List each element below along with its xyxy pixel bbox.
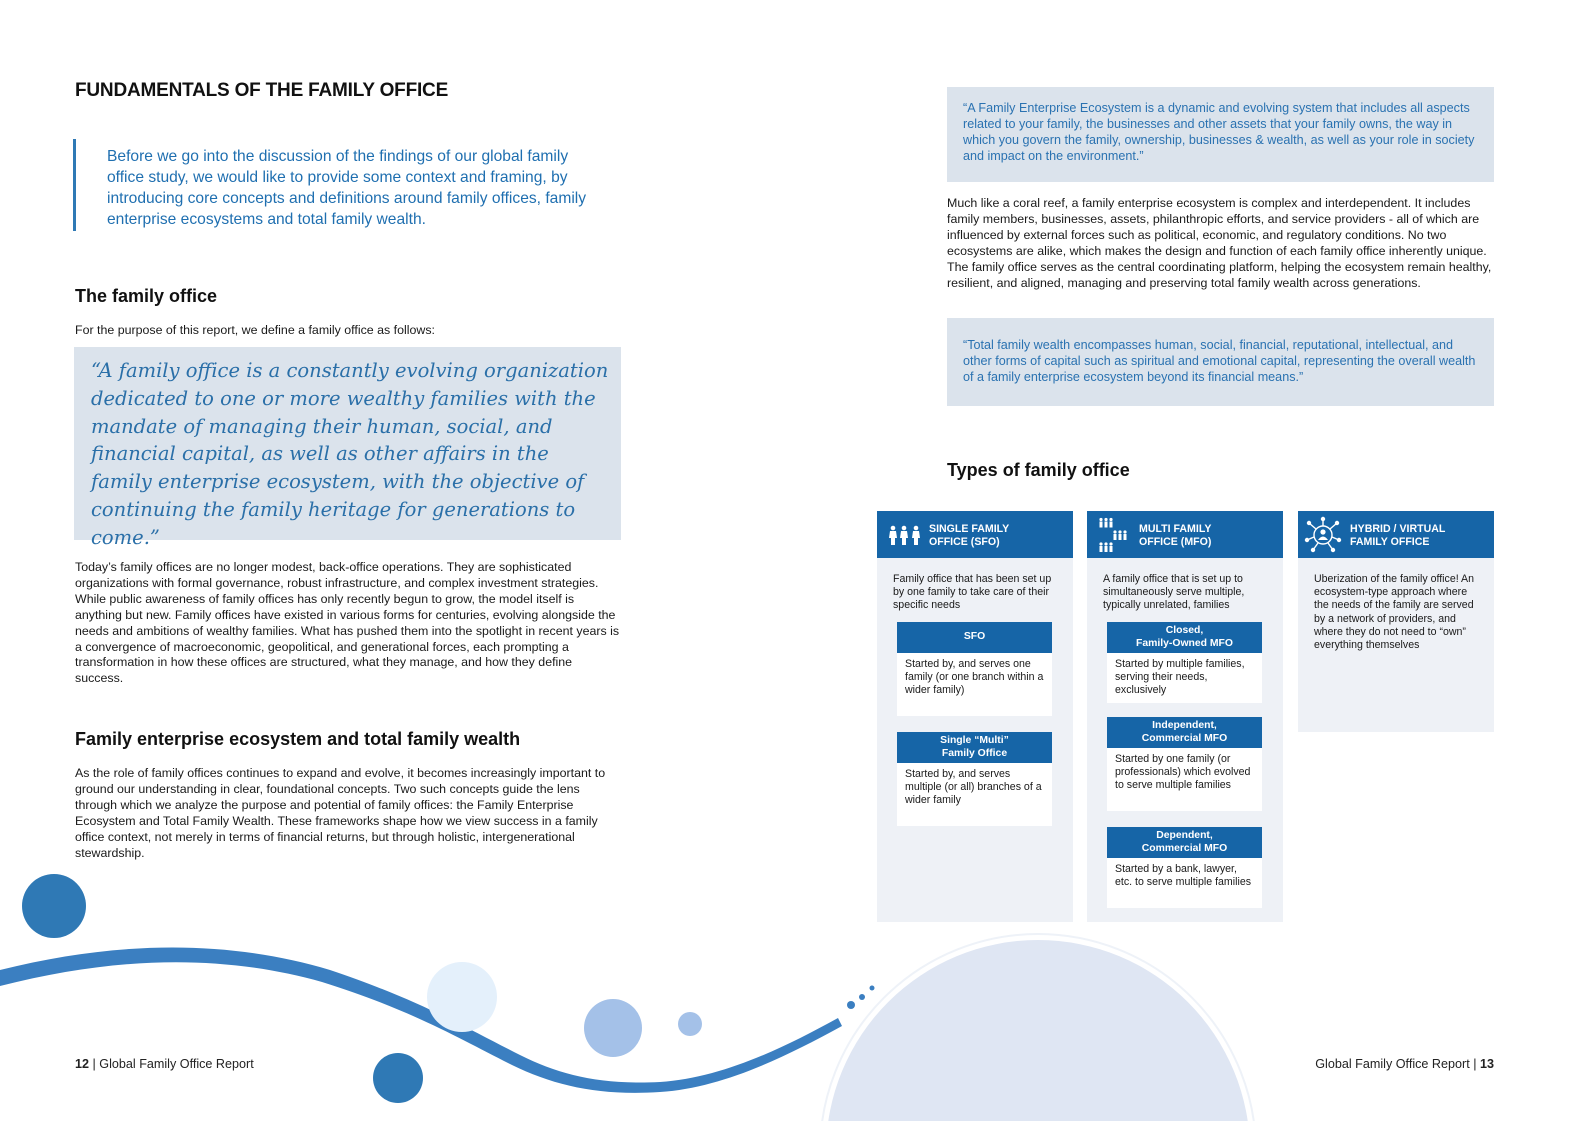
single-multi-title-line2: Family Office — [941, 747, 1008, 759]
bubble-dark-bottom — [373, 1053, 423, 1103]
single-multi-subtype-card — [897, 763, 1052, 826]
page-title: FUNDAMENTALS OF THE FAMILY OFFICE — [75, 80, 449, 101]
left-page-number: 12 — [75, 1057, 90, 1071]
right-page-number: 13 — [1479, 1057, 1494, 1071]
sfo-subtype-text: Started by, and serves one family (or one branch within a wider family) — [905, 658, 1044, 697]
independent-mfo-title-line2: Commercial MFO — [1141, 732, 1228, 744]
right-footer — [1315, 1057, 1494, 1071]
hybrid-title-line1: HYBRID / VIRTUAL — [1350, 523, 1446, 535]
family-office-lead: For the purpose of this report, we define a family office as follows: — [75, 323, 435, 337]
dependent-mfo-title-line1: Dependent, — [1156, 830, 1213, 841]
dependent-mfo-title-line2: Commercial MFO — [1141, 842, 1228, 854]
independent-mfo-card — [1107, 748, 1262, 811]
sfo-subtype-title: SFO — [963, 631, 986, 643]
independent-mfo-text: Started by one family (or professionals) which evolved to serve multiple families — [1115, 753, 1251, 792]
multi-family-icon — [1098, 517, 1130, 553]
family-office-heading: The family office — [75, 286, 218, 306]
family-office-body: Today’s family offices are no longer modest, back-office operations. They are sophisticated organizations with formal governance, robust infrastructure, and complex investment strategies. While public awareness of family offices has only recently begun to grow, the model itself is anything but new. Family offices have existed in various forms for centuries, evolving alongside the needs and ambitions of wealthy families. What has pushed them into the spotlight in recent years is a convergence of macroeconomic, geopolitical, and generational forces, each prompting a transformation in how these offices are structured, what they manage, and how they define success. — [75, 560, 620, 686]
coral-reef-body: Much like a coral reef, a family enterprise ecosystem is complex and interdependent. It includes family members, businesses, assets, philanthropic efforts, and service providers - all of which are influenced by external forces such as political, economic, and regulatory conditions. No two ecosystems are alike, which makes the design and function of each family office inherently unique. The family office serves as the central coordinating platform, helping the ecosystem remain healthy, resilient, and aligned, managing and preserving total family wealth across generations. — [947, 196, 1492, 290]
wave-dot — [847, 1001, 855, 1009]
types-heading: Types of family office — [947, 460, 1130, 480]
mfo-title-line2: OFFICE (MFO) — [1139, 536, 1212, 548]
decorative-wave-art — [0, 860, 1586, 1121]
ecosystem-body: As the role of family offices continues to expand and evolve, it becomes increasingly important to ground our understanding in clear, foundational concepts. Two such concepts guide the lens through which we analyze the purpose and potential of family offices: the Family Enterprise Ecosystem and Total Family Wealth. These frameworks shape how we view success in a family office context, not merely in terms of financial returns, but through holistic, intergenerational stewardship. — [75, 766, 606, 860]
sfo-column-header — [877, 511, 1073, 558]
hybrid-title-line2: FAMILY OFFICE — [1350, 536, 1430, 548]
mfo-description: A family office that is set up to simultaneously serve multiple, typically unrelated, families — [1103, 573, 1245, 612]
bubble-light-small — [678, 1012, 702, 1036]
definition-quote: “A family office is a constantly evolving organization dedicated to one or more wealthy families with the mandate of managing their human, social, and financial capital, as well as other affairs in the family enterprise ecosystem, with the objective of continuing the family heritage for generations to come.” — [91, 359, 609, 549]
left-footer — [75, 1057, 254, 1071]
independent-mfo-header — [1107, 717, 1262, 748]
intro-paragraph: Before we go into the discussion of the findings of our global family office study, we would like to provide some context and framing, by introducing core concepts and definitions around family offices, family enterprise ecosystems and total family wealth. — [107, 148, 587, 228]
pale-circle-large — [826, 940, 1250, 1121]
left-footer-title: | Global Family Office Report — [92, 1057, 254, 1071]
sfo-subtype-header — [897, 622, 1052, 653]
independent-mfo-title-line1: Independent, — [1152, 720, 1217, 731]
bubble-dark-left — [22, 874, 86, 938]
ecosystem-heading: Family enterprise ecosystem and total family wealth — [75, 729, 521, 749]
mfo-column-header — [1087, 511, 1283, 558]
sfo-title-line1: SINGLE FAMILY — [929, 523, 1010, 535]
right-footer-title: Global Family Office Report | — [1315, 1057, 1477, 1071]
sfo-description: Family office that has been set up by one family to take care of their specific needs — [893, 573, 1052, 612]
dependent-mfo-header — [1107, 827, 1262, 858]
network-icon — [1304, 516, 1342, 554]
bubble-pale — [427, 962, 497, 1032]
bubble-light — [584, 999, 642, 1057]
hybrid-description: Uberization of the family office! An ecosystem-type approach where the needs of the family are served by a network of providers, and where they do not need to “own” everything themselves — [1314, 573, 1474, 652]
closed-mfo-text: Started by multiple families, serving their needs, exclusively — [1115, 658, 1245, 697]
dependent-mfo-text: Started by a bank, lawyer, etc. to serve multiple families — [1115, 863, 1252, 889]
mfo-title-line1: MULTI FAMILY — [1139, 523, 1212, 535]
single-multi-title-line1: Single “Multi” — [940, 735, 1009, 746]
hybrid-column-header — [1298, 511, 1494, 558]
single-multi-subtype-header — [897, 732, 1052, 763]
closed-mfo-title-line1: Closed, — [1165, 625, 1204, 636]
sfo-subtype-card — [897, 653, 1052, 716]
closed-mfo-title-line2: Family-Owned MFO — [1136, 637, 1233, 649]
ecosystem-quote: “A Family Enterprise Ecosystem is a dynamic and evolving system that includes all aspects related to your family, the businesses and other assets that your family owns, the way in which you govern the family, ownership, businesses & wealth, as well as your role in society and impact on the environment.” — [963, 101, 1475, 163]
dependent-mfo-card — [1107, 858, 1262, 908]
sfo-title-line2: OFFICE (SFO) — [929, 536, 1000, 548]
single-multi-subtype-text: Started by, and serves multiple (or all) branches of a wider family — [905, 768, 1042, 807]
wealth-quote: “Total family wealth encompasses human, social, financial, reputational, intellectual, and other forms of capital such as spiritual and emotional capital, representing the overall wealth of a family enterprise ecosystem beyond its financial means.” — [963, 338, 1476, 384]
family-icon — [888, 525, 922, 545]
closed-mfo-card — [1107, 653, 1262, 703]
wave-dot — [859, 994, 865, 1000]
closed-mfo-header — [1107, 622, 1262, 653]
intro-accent-bar — [73, 139, 76, 231]
wave-dot — [870, 986, 875, 991]
